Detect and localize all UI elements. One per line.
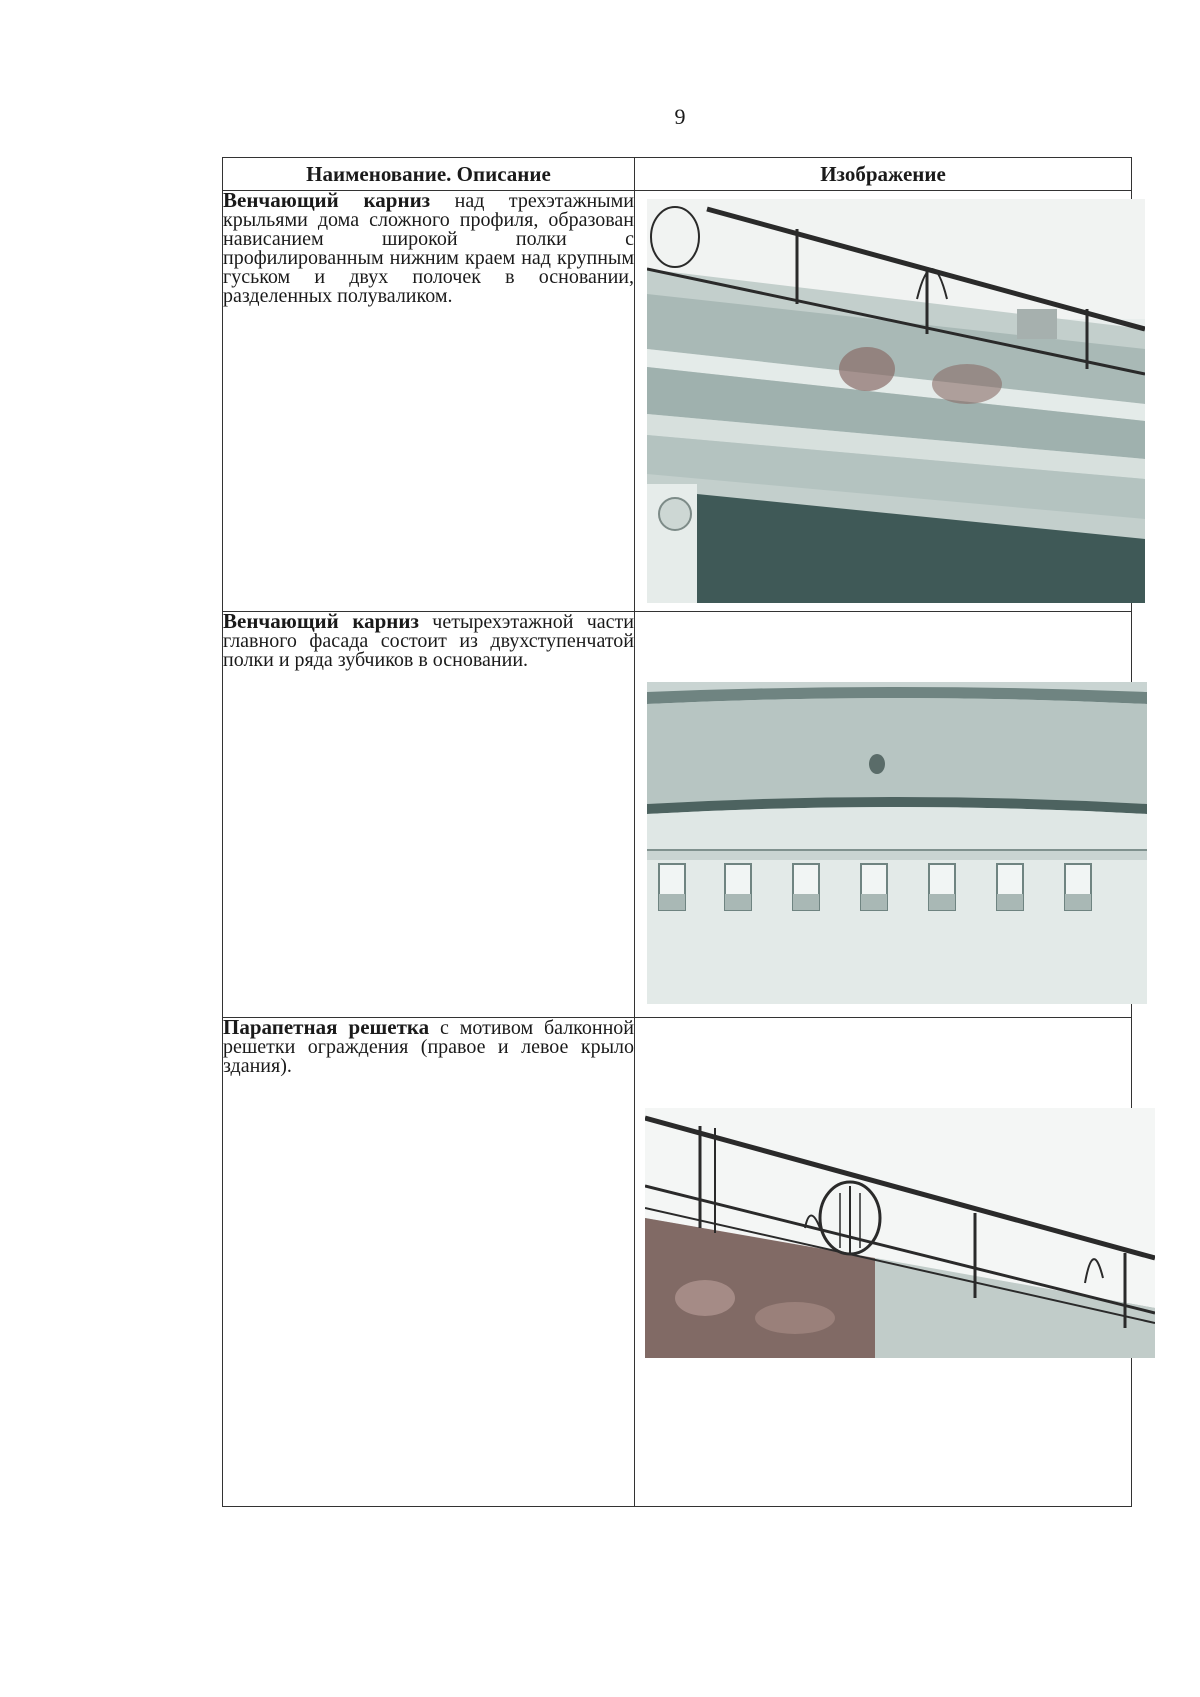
row-term: Венчающий карниз xyxy=(223,188,431,212)
dentil-cornice-photo xyxy=(647,682,1147,1004)
table-row xyxy=(223,1018,1132,1507)
table-row xyxy=(223,612,1132,1018)
row-image-cell xyxy=(635,191,1132,612)
table-row xyxy=(223,191,1132,612)
row-description xyxy=(223,609,635,1018)
row-image-cell xyxy=(635,1018,1132,1507)
header-description: Наименование. Описание xyxy=(223,158,635,191)
row-text: четырехэтажной части главного фасада состоит из двухступенчатой полки и ряда зубчиков в основании. xyxy=(223,611,634,671)
row-term: Венчающий карниз xyxy=(223,609,419,633)
row-description xyxy=(223,1015,635,1507)
row-description xyxy=(223,188,635,612)
row-term: Парапетная решетка xyxy=(223,1015,430,1039)
table-header-row xyxy=(223,158,1132,191)
header-image: Изображение xyxy=(635,158,1132,191)
parapet-railing-photo xyxy=(645,1108,1155,1358)
row-text: с мотивом балконной решетки ограждения (правое и левое крыло здания). xyxy=(223,1017,634,1077)
objects-table xyxy=(222,157,1132,1507)
page-number: 9 xyxy=(674,104,686,129)
row-text: над трехэтажными крыльями дома сложного профиля, образован нависанием широкой полки с профилированным нижним краем над крупным гуськом и двух полочек в основании, разделенных полуваликом. xyxy=(223,190,634,307)
row-image-cell xyxy=(635,612,1132,1018)
cornice-photo xyxy=(647,199,1145,603)
